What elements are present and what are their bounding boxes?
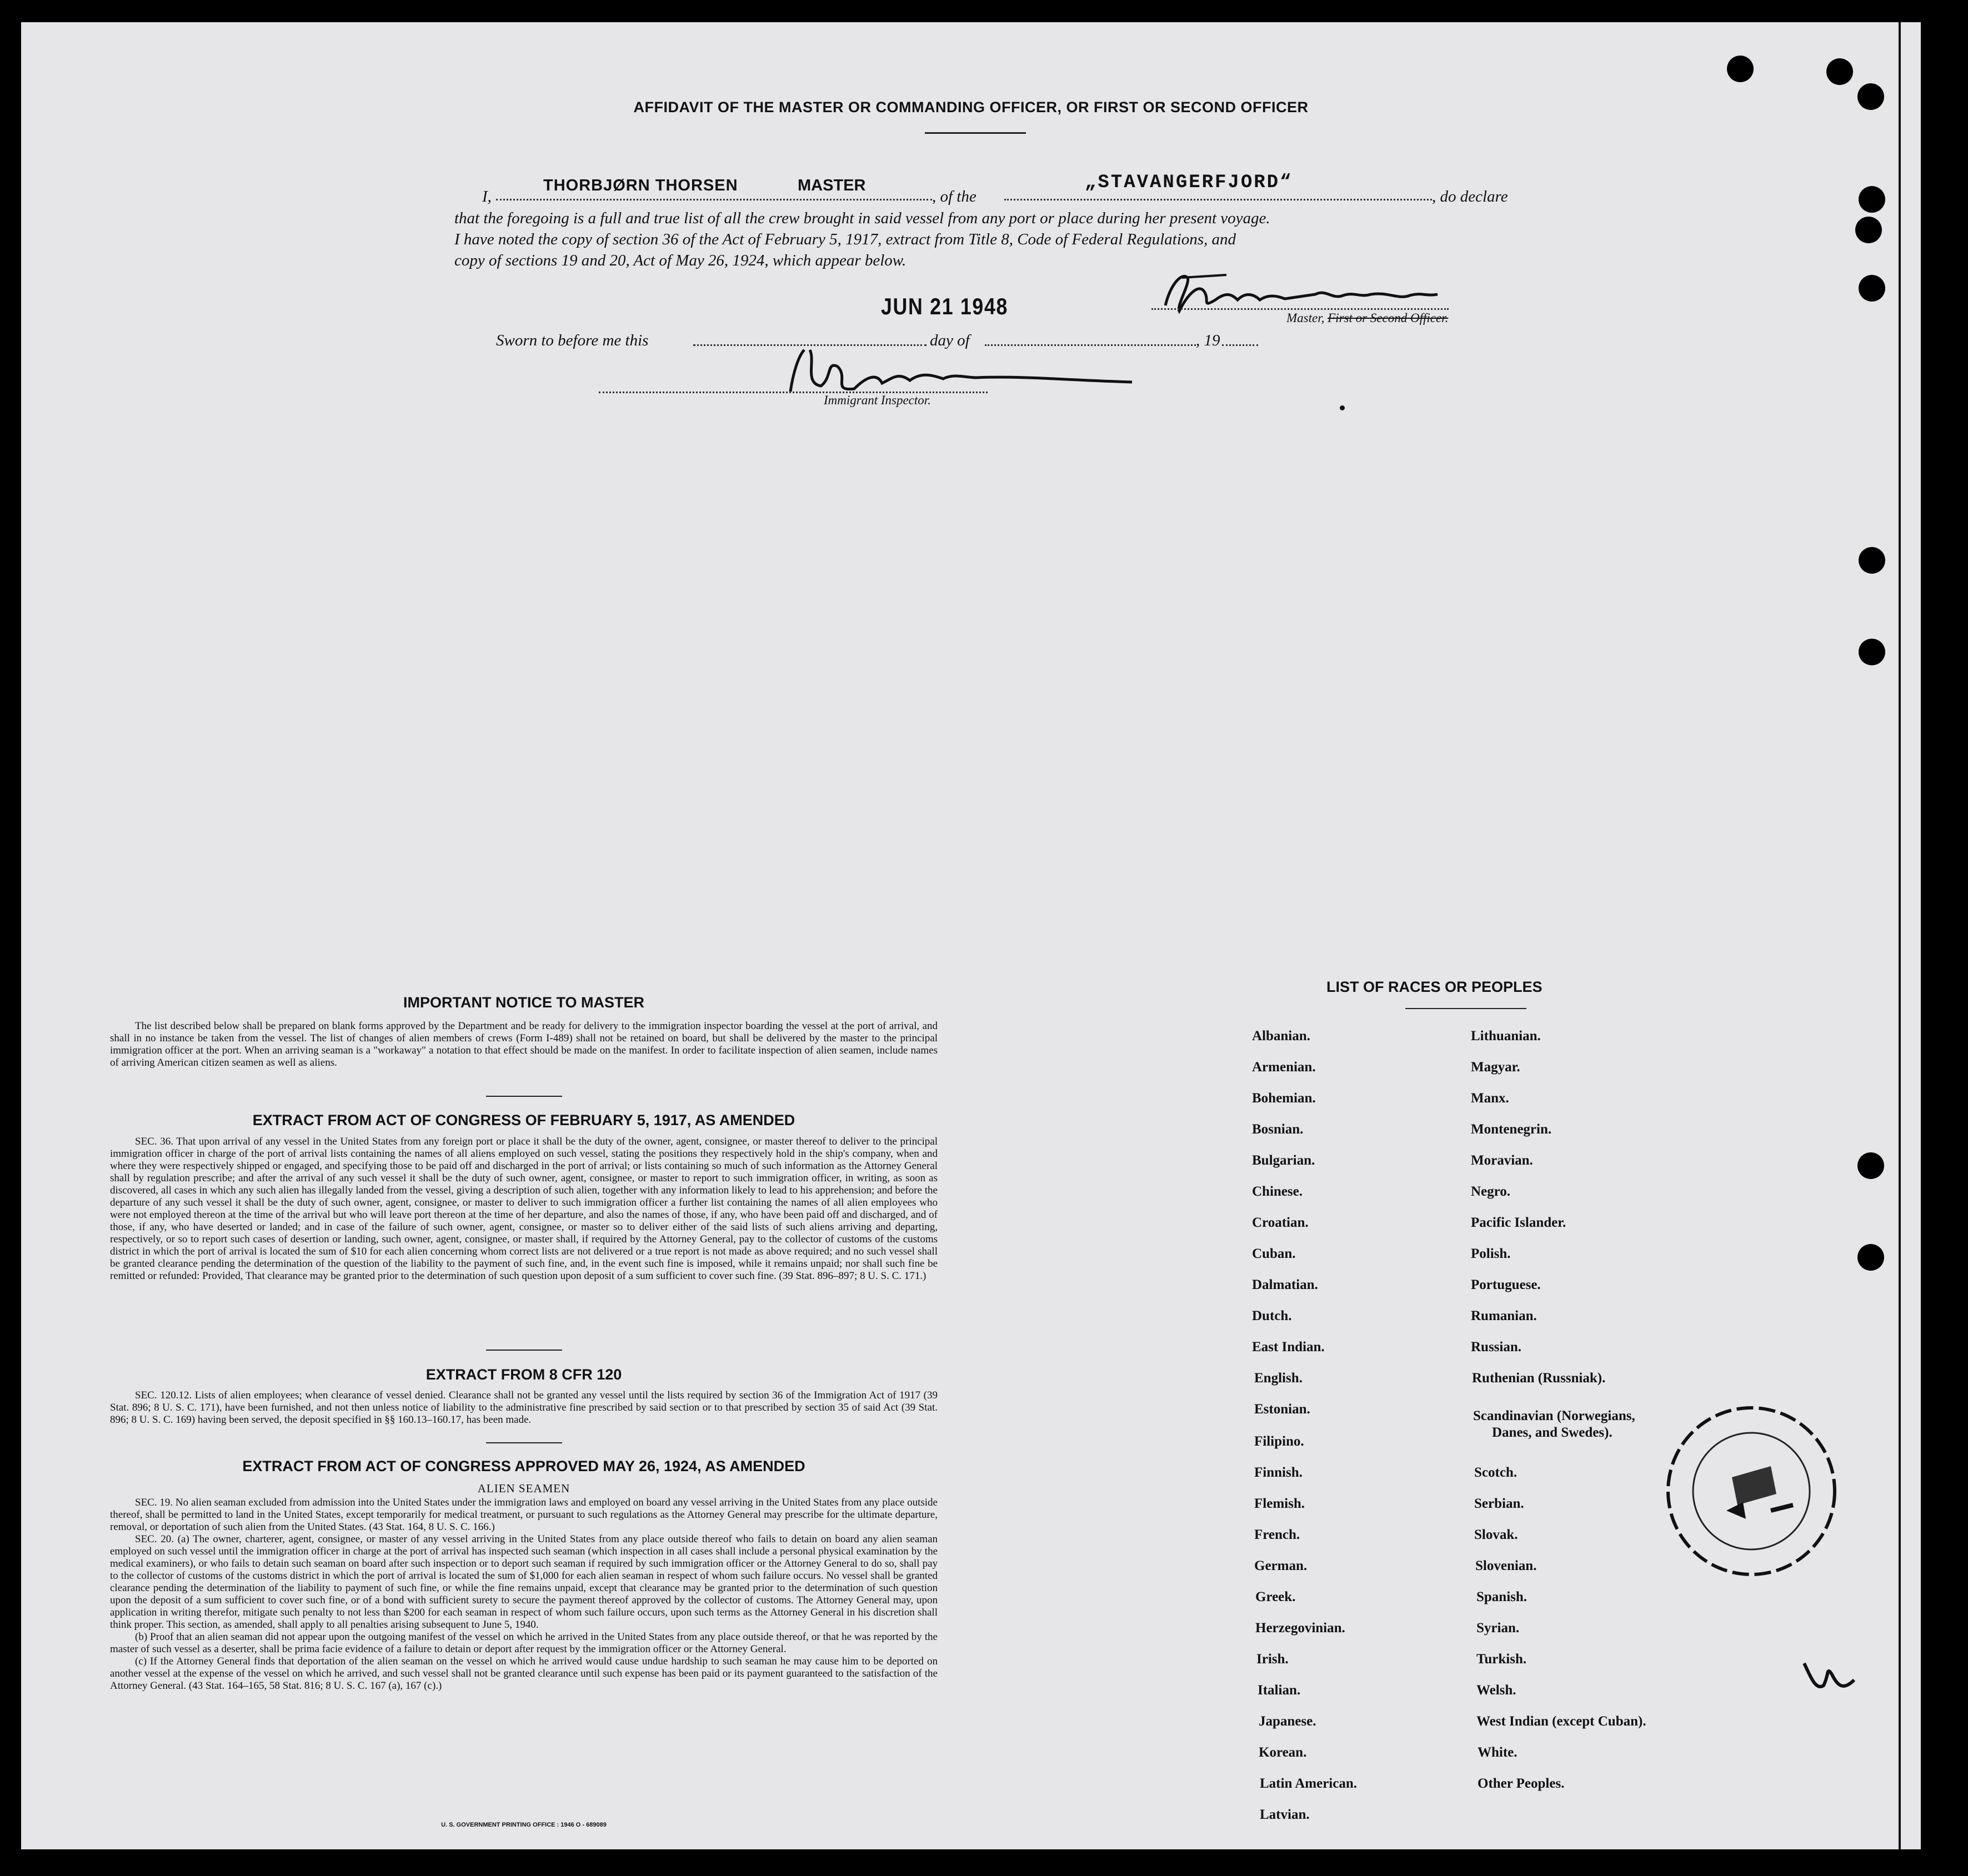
notice-title: IMPORTANT NOTICE TO MASTER xyxy=(403,994,644,1011)
race-item: Croatian. xyxy=(1252,1215,1309,1230)
race-item: Slovak. xyxy=(1474,1527,1518,1542)
extract-cfr-title: EXTRACT FROM 8 CFR 120 xyxy=(425,1366,622,1383)
printer-imprint: U. S. GOVERNMENT PRINTING OFFICE : 1946 O - 689089 xyxy=(441,1822,607,1828)
race-item: Montenegrin. xyxy=(1471,1122,1552,1137)
race-item: German. xyxy=(1254,1558,1308,1573)
initials-mark xyxy=(1799,1652,1865,1702)
race-item: Russian. xyxy=(1471,1340,1522,1355)
race-item: Korean. xyxy=(1259,1745,1307,1760)
race-item: Lithuanian. xyxy=(1471,1029,1541,1044)
extract-cfr-text: SEC. 120.12. Lists of alien employees; when clearance of vessel denied. Clearance shall not be granted any vessel until the lists required by section 36 of the Immigration Act of 1917 (39 Stat. 896; 8 U. S. C. 171), have been furnished, and not then unless notice of liability to the administrative fine prescribed by said section or to that prescribed by section 35 of said Act (39 Stat. 896; 8 U. S. C. 169) having been served, the deposit specified in §§ 160.13–160.17, has been made. xyxy=(110,1390,938,1426)
name-dots xyxy=(496,199,932,200)
race-item: Moravian. xyxy=(1471,1153,1533,1168)
race-item: Manx. xyxy=(1471,1091,1509,1106)
punch-hole xyxy=(1727,56,1754,82)
race-item: Dutch. xyxy=(1252,1308,1292,1323)
inspector-label: Immigrant Inspector. xyxy=(824,393,931,407)
race-item: Rumanian. xyxy=(1471,1308,1537,1323)
do-declare: , do declare xyxy=(1432,188,1508,205)
punch-hole xyxy=(1859,186,1885,213)
race-item: Bosnian. xyxy=(1252,1122,1304,1137)
affidavit-line-4: copy of sections 19 and 20, Act of May 26, 1924, which appear below. xyxy=(454,252,907,269)
race-item: English. xyxy=(1254,1371,1303,1386)
sec-20b-text: (b) Proof that an alien seaman did not appear upon the outgoing manifest of the vessel on which he arrived in the United States from any place outside thereof, or that he was reported by the master of such vessel as a deserter, shall be prima facie evidence of a failure to detain or deport after request by the immigration officer or the Attorney General. xyxy=(110,1631,938,1655)
notice-rule xyxy=(486,1096,562,1097)
extract-1917-rule xyxy=(486,1350,562,1351)
sec-20c-text: (c) If the Attorney General finds that deportation of the alien seaman on the vessel on which he arrived would cause undue hardship to such seaman he may cause him to be deported on another vessel at the expense of the vessel on which he arrived, and such vessel shall not be granted clearance until such expense has been paid or its payment guaranteed to the satisfaction of the Attorney General. (43 Stat. 164–165, 58 Stat. 816; 8 U. S. C. 167 (a), 167 (c).) xyxy=(110,1656,938,1692)
punch-hole xyxy=(1857,1244,1884,1271)
race-item: Albanian. xyxy=(1252,1029,1310,1044)
extract-1924-title: EXTRACT FROM ACT OF CONGRESS APPROVED MAY 26, 1924, AS AMENDED xyxy=(242,1458,805,1474)
race-item: Filipino. xyxy=(1254,1434,1304,1449)
race-item: Welsh. xyxy=(1476,1683,1516,1698)
master-label-struck: First or Second Officer. xyxy=(1328,311,1449,325)
race-item: French. xyxy=(1254,1527,1300,1542)
race-item: Bohemian. xyxy=(1252,1091,1316,1106)
race-item: Pacific Islander. xyxy=(1471,1215,1566,1230)
master-name: THORBJØRN THORSEN xyxy=(543,177,738,194)
punch-hole xyxy=(1859,275,1885,302)
punch-hole xyxy=(1826,58,1853,85)
race-item: Finnish. xyxy=(1254,1465,1303,1480)
race-item: Slovenian. xyxy=(1475,1558,1537,1573)
sworn-label: Sworn to before me this xyxy=(496,332,649,349)
extract-1924-subtitle: ALIEN SEAMEN xyxy=(477,1482,570,1495)
race-item: White. xyxy=(1478,1745,1518,1760)
extract-cfr-rule xyxy=(486,1442,562,1443)
race-item: Armenian. xyxy=(1252,1060,1316,1075)
affidavit-line-3: I have noted the copy of section 36 of the Act of February 5, 1917, extract from Title 8, Code of Federal Regulations, and xyxy=(454,230,1236,248)
race-item: Cuban. xyxy=(1252,1246,1296,1261)
master-label-text: Master, xyxy=(1286,311,1325,325)
race-item: Syrian. xyxy=(1476,1621,1520,1636)
race-item: Herzegovinian. xyxy=(1255,1621,1345,1636)
date-stamp: JUN 21 1948 xyxy=(881,293,1009,319)
day-of: day of xyxy=(930,332,970,349)
postmark-stamp xyxy=(1660,1400,1843,1583)
affidavit-line-2: that the foregoing is a full and true list of all the crew brought in said vessel from any port or place during her present voyage. xyxy=(454,209,1270,227)
race-item: Irish. xyxy=(1256,1652,1289,1667)
punch-hole xyxy=(1857,83,1884,110)
sec-20a-text: SEC. 20. (a) The owner, charterer, agent, consignee, or master of any vessel arriving in the United States from any place outside thereof who fails to detain on board any alien seaman employed on such vessel until the immigration officer in charge at the port of arrival has inspected such seaman (which inspection in all cases shall include a personal physical examination by the medical examiners), or who fails to detain such seaman on board after such inspection or to deport such seaman if required by such immigration officer or the Attorney General to do so, shall pay to the collector of customs of the customs district in which the port of arrival is located the sum of $1,000 for each alien seaman in respect of whom such failure occurs. No vessel shall be granted clearance pending the determination of the liability to payment of such fine, or while the fine remains unpaid, except that clearance may be granted prior to the determination of such question upon the deposit of a sum sufficient to cover such fine, or of a bond with sufficient surety to secure the payment thereof approved by the collector of customs. The Attorney General may, upon application in writing therefor, mitigate such penalty to not less than $200 for each seaman in respect of whom such failure occurs, upon such terms as the Attorney General in his discretion shall think proper. This section, as amended, shall apply to all penalties arising subsequent to June 5, 1940. xyxy=(110,1533,938,1631)
extract-1924-body xyxy=(110,1497,938,1692)
race-item: Serbian. xyxy=(1474,1496,1524,1511)
race-item: Portuguese. xyxy=(1471,1277,1541,1292)
race-item: Japanese. xyxy=(1259,1714,1316,1729)
inspector-signature xyxy=(765,339,1143,400)
sec-19-text: SEC. 19. No alien seaman excluded from admission into the United States under the immigration laws and employed on board any vessel arriving in the United States from any place outside thereof, shall be permitted to land in the United States, except temporarily for medical treatment, or pursuant to such regulations as the Attorney General may prescribe for the ultimate departure, removal, or deportation of such alien from the United States. (43 Stat. 164, 8 U. S. C. 166.) xyxy=(110,1497,938,1533)
punch-hole xyxy=(1857,1152,1884,1179)
extract-1917-title: EXTRACT FROM ACT OF CONGRESS OF FEBRUARY 5, 1917, AS AMENDED xyxy=(252,1112,795,1128)
master-rank: MASTER xyxy=(798,177,866,194)
race-item: Polish. xyxy=(1471,1246,1511,1261)
race-item: Chinese. xyxy=(1252,1184,1303,1199)
race-item: West Indian (except Cuban). xyxy=(1476,1714,1646,1729)
year-label: , 19 xyxy=(1196,332,1220,349)
race-item: Ruthenian (Russniak). xyxy=(1472,1371,1606,1386)
vessel-name: „STAVANGERFJORD“ xyxy=(1085,172,1293,193)
i-label: I, xyxy=(482,188,492,205)
race-item: Dalmatian. xyxy=(1252,1277,1318,1292)
race-item: Latvian. xyxy=(1260,1807,1310,1822)
race-item: Estonian. xyxy=(1254,1402,1310,1417)
race-item: East Indian. xyxy=(1252,1340,1325,1355)
document-page xyxy=(21,22,1921,1849)
race-item: Scandinavian (Norwegians, xyxy=(1473,1408,1635,1423)
right-edge-line xyxy=(1899,22,1901,1849)
race-item: Turkish. xyxy=(1476,1652,1527,1667)
master-label xyxy=(1286,311,1448,325)
race-item: Greek. xyxy=(1255,1589,1296,1604)
of-the: , of the xyxy=(932,188,977,205)
race-item: Danes, and Swedes). xyxy=(1492,1425,1613,1440)
race-item: Latin American. xyxy=(1260,1776,1357,1791)
race-item: Other Peoples. xyxy=(1478,1776,1565,1791)
affidavit-heading: AFFIDAVIT OF THE MASTER OR COMMANDING OFFICER, OR FIRST OR SECOND OFFICER xyxy=(633,99,1309,116)
race-item: Italian. xyxy=(1258,1683,1301,1698)
races-rule xyxy=(1405,1008,1526,1009)
race-item: Bulgarian. xyxy=(1252,1153,1315,1168)
heading-rule xyxy=(925,132,1026,134)
race-item: Flemish. xyxy=(1254,1496,1305,1511)
race-item: Negro. xyxy=(1471,1184,1511,1199)
race-item: Scotch. xyxy=(1474,1465,1518,1480)
vessel-dots xyxy=(1004,199,1432,200)
speck xyxy=(1340,405,1345,410)
punch-hole xyxy=(1855,217,1882,243)
race-item: Spanish. xyxy=(1476,1589,1528,1604)
races-title: LIST OF RACES OR PEOPLES xyxy=(1326,979,1543,995)
notice-text: The list described below shall be prepared on blank forms approved by the Department and be ready for delivery to the immigration inspector boarding the vessel at the port of arrival, and shall in no instance be taken from the vessel. The list of changes of alien members of crews (Form I-489) shall not be retained on board, but shall be delivered by the master to the principal immigration officer at the port. When an arriving seaman is a "workaway" a notation to that effect should be made on the manifest. In order to facilitate inspection of alien seamen, include names of arriving American citizen seamen as well as aliens. xyxy=(110,1020,938,1069)
race-item: Magyar. xyxy=(1471,1060,1520,1075)
year-dots xyxy=(1222,344,1258,346)
punch-hole xyxy=(1859,639,1885,665)
punch-hole xyxy=(1859,547,1885,574)
extract-1917-text: SEC. 36. That upon arrival of any vessel in the United States from any foreign port or place it shall be the duty of the owner, agent, consignee, or master thereof to deliver to the principal immigration officer in charge of the port of arrival lists containing the names of all aliens employed on such vessel, stating the positions they respectively hold in the ship's company, when and where they were respectively shipped or engaged, and specifying those to be paid off and discharged in the port of arrival; or lists containing so much of such information as the Attorney General shall by regulation prescribe; and after the arrival of any such vessel it shall be the duty of such owner, agent, consignee, or master to report to such immigration officer, in writing, as soon as discovered, all cases in which any such alien has illegally landed from the vessel, giving a description of such alien, together with any information likely to lead to his apprehension; and before the departure of any such vessel it shall be the duty of such owner, agent, consignee, or master to deliver to such immigration officer a further list containing the names of all alien employees who were not employed thereon at the time of the arrival but who will leave port thereon at the time of her departure, and also the names of those, if any, who have been paid off and discharged, and of those, if any, who have deserted or landed; and in case of the failure of such owner, agent, consignee, or master so to deliver either of the said lists of such aliens arriving and departing, respectively, or so to report such cases of desertion or landing, such owner, agent, consignee, or master shall, if required by the Attorney General, pay to the collector of customs of the customs district in which the port of arrival is located the sum of $10 for each alien concerning whom correct lists are not delivered or a true report is not made as above required; and no such vessel shall be granted clearance pending the determination of the question of the liability to the payment of such fine, and, in the event such fine is imposed, while it remains unpaid; nor shall such fine be remitted or refunded: Provided, That clearance may be granted prior to the determination of such question upon deposit of a sum sufficient to cover such fine. (39 Stat. 896–897; 8 U. S. C. 171.) xyxy=(110,1136,938,1282)
master-signature-line xyxy=(1151,308,1449,310)
